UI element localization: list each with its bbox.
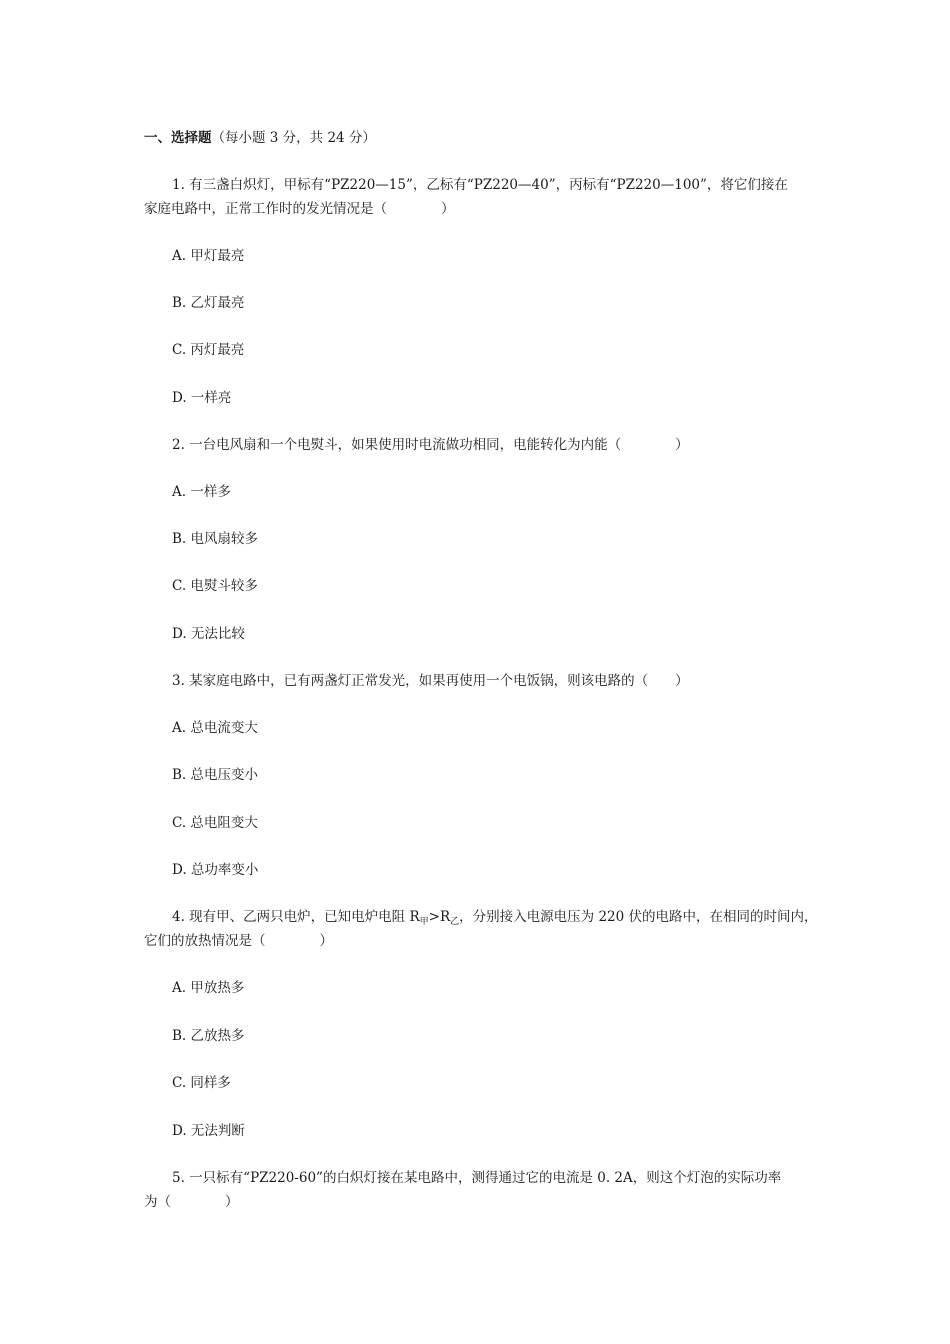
section-heading [144, 128, 376, 148]
question-2-stem: 2. 一台电风扇和一个电熨斗，如果使用时电流做功相同，电能转化为内能（ ） [172, 437, 689, 453]
question-1-option-d: D. 一样亮 [172, 390, 232, 406]
question-3-stem: 3. 某家庭电路中，已有两盏灯正常发光，如果再使用一个电饭锅，则该电路的（ ） [172, 673, 689, 689]
question-2-option-c: C. 电熨斗较多 [172, 578, 258, 594]
question-4-stem-part-c: ，分别接入电源电压为 220 伏的电路中，在相同的时间内， [459, 909, 818, 925]
question-4-option-d: D. 无法判断 [172, 1123, 245, 1139]
resistance-subscript-yi: 乙 [450, 917, 460, 927]
question-1-option-b: B. 乙灯最亮 [172, 295, 245, 311]
question-3-option-b: B. 总电压变小 [172, 767, 259, 783]
question-4-option-c: C. 同样多 [172, 1075, 231, 1091]
question-2-option-b: B. 电风扇较多 [172, 531, 259, 547]
question-4-stem-part-b: >R [428, 909, 451, 925]
question-4-stem-cont: 它们的放热情况是（ ） [144, 933, 333, 949]
question-4-stem [172, 907, 818, 929]
question-4-option-b: B. 乙放热多 [172, 1028, 245, 1044]
question-3-option-d: D. 总功率变小 [172, 862, 259, 878]
question-2-option-a: A. 一样多 [172, 484, 231, 500]
question-1-stem-cont: 家庭电路中，正常工作时的发光情况是（ ） [144, 201, 455, 217]
section-note: （每小题 3 分，共 24 分） [211, 130, 376, 146]
section-title: 一、选择题 [144, 130, 212, 146]
question-1-option-a: A. 甲灯最亮 [172, 248, 245, 264]
question-5-stem: 5. 一只标有“PZ220-60”的白炽灯接在某电路中，测得通过它的电流是 0. 2A，则这个灯泡的实际功率 [172, 1170, 782, 1186]
question-4-option-a: A. 甲放热多 [172, 980, 245, 996]
question-1-stem: 1. 有三盏白炽灯，甲标有“PZ220—15”，乙标有“PZ220—40”，丙标有“PZ220—100”，将它们接在 [172, 177, 788, 193]
question-3-option-a: A. 总电流变大 [172, 720, 258, 736]
question-2-option-d: D. 无法比较 [172, 626, 245, 642]
resistance-subscript-jia: 甲 [419, 917, 429, 927]
question-1-option-c: C. 丙灯最亮 [172, 342, 245, 358]
question-4-stem-part-a: 4. 现有甲、乙两只电炉，已知电炉电阻 R [172, 909, 420, 925]
question-3-option-c: C. 总电阻变大 [172, 815, 258, 831]
question-5-stem-cont: 为（ ） [144, 1194, 239, 1210]
